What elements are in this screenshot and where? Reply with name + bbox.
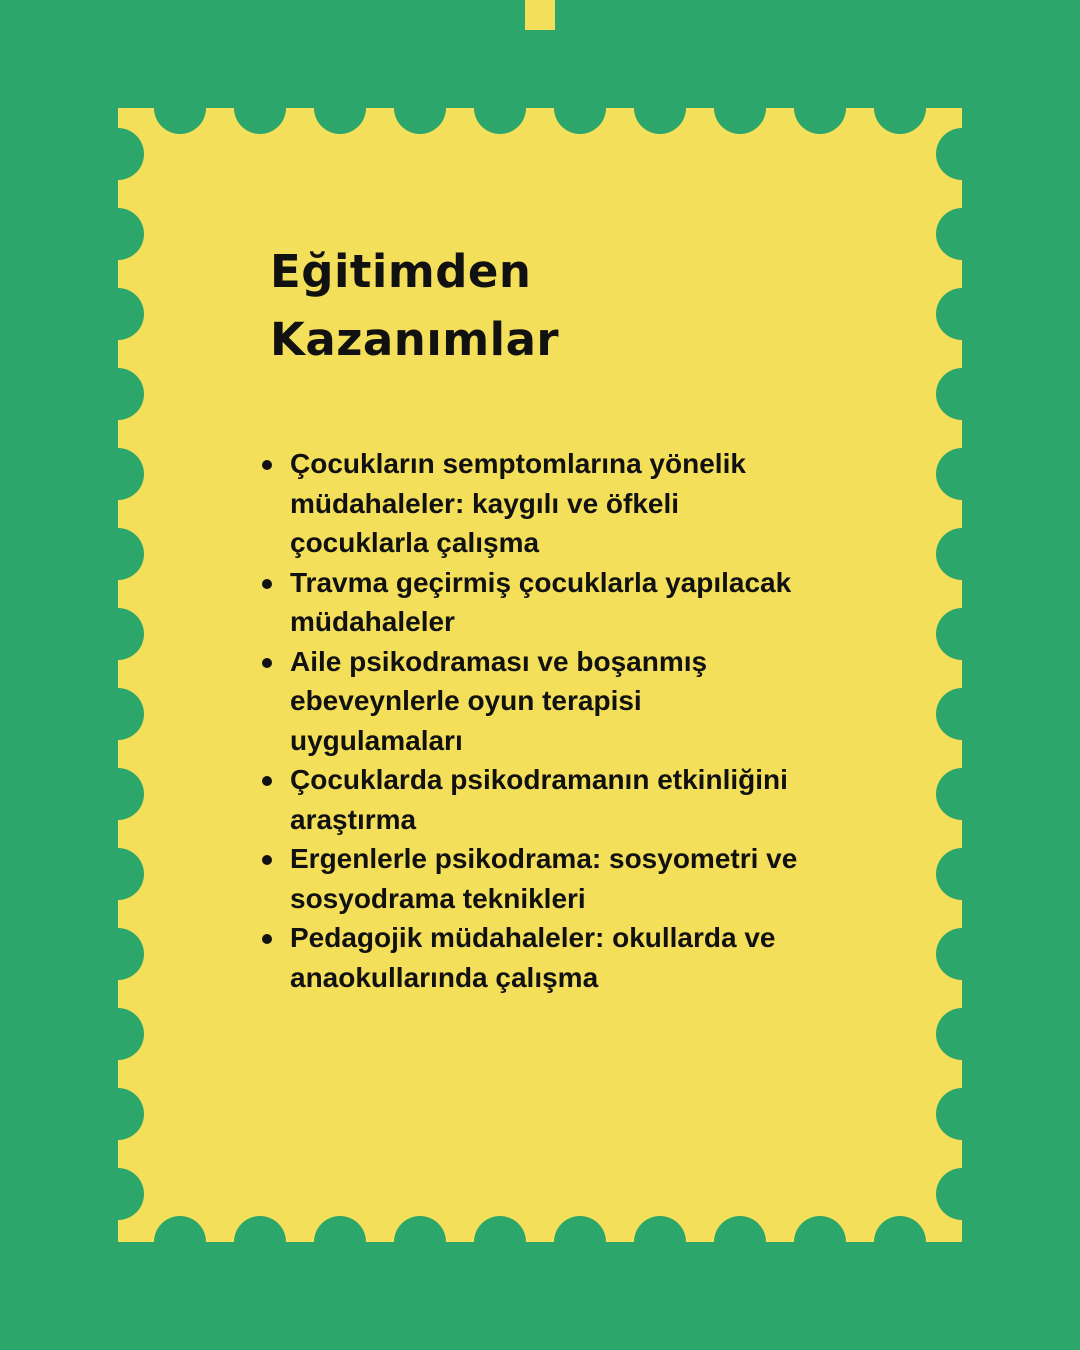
bullet-icon xyxy=(262,934,272,944)
stamp-edge-bottom-scallop xyxy=(154,1216,206,1242)
stamp-edge-right-scallop xyxy=(936,1008,962,1060)
list-item xyxy=(270,760,830,839)
stamp-edge-left-scallop xyxy=(118,848,144,900)
stamp-edge-right-scallop xyxy=(936,768,962,820)
list-item-line: anaokullarında çalışma xyxy=(290,961,599,993)
stamp-edge-bottom-scallop xyxy=(474,1216,526,1242)
stamp-edge-left-scallop xyxy=(118,368,144,420)
stamp-edge-left-scallop xyxy=(118,928,144,980)
stamp-edge-top-scallop xyxy=(474,108,526,134)
bullet-icon xyxy=(262,460,272,470)
stamp-edge-left-scallop xyxy=(118,208,144,260)
stamp-edge-left-scallop xyxy=(118,1008,144,1060)
list-item-line: müdahaleler xyxy=(290,606,455,637)
stamp-edge-right-scallop xyxy=(936,208,962,260)
stamp-edge-top-scallop xyxy=(234,108,286,134)
stamp-edge-left-scallop xyxy=(118,768,144,820)
stamp-edge-left-scallop xyxy=(118,1168,144,1220)
stamp-edge-top-scallop xyxy=(554,108,606,134)
list-item-line: araştırma xyxy=(290,803,417,835)
list-item-line: ebeveynlerle oyun terapisi xyxy=(290,685,642,716)
stamp-edge-top-scallop xyxy=(634,108,686,134)
stamp-edge-left-scallop xyxy=(118,1088,144,1140)
stamp-edge-bottom-scallop xyxy=(394,1216,446,1242)
stamp-edge-right-scallop xyxy=(936,1088,962,1140)
stamp-edge-right-scallop xyxy=(936,528,962,580)
stamp-edge-left-scallop xyxy=(118,528,144,580)
stamp-edge-bottom-scallop xyxy=(554,1216,606,1242)
stamp-edge-bottom-scallop xyxy=(874,1216,926,1242)
stamp-edge-left-scallop xyxy=(118,608,144,660)
bullet-icon xyxy=(262,855,272,865)
title-line-1: Eğitimden xyxy=(270,245,532,298)
stamp-card xyxy=(118,108,962,1242)
stamp-edge-top-scallop xyxy=(314,108,366,134)
stamp-edge-left-scallop xyxy=(118,288,144,340)
title-line-2: Kazanımlar xyxy=(270,313,560,366)
stamp-edge-top-scallop xyxy=(794,108,846,134)
stamp-edge-top-scallop xyxy=(154,108,206,134)
list-item-line: Aile psikodraması ve boşanmış xyxy=(290,645,708,677)
list-item-line: uygulamaları xyxy=(290,724,463,756)
stamp-edge-top-scallop xyxy=(394,108,446,134)
list-item-line: Çocukların semptomlarına yönelik xyxy=(290,448,746,479)
stamp-edge-bottom-scallop xyxy=(234,1216,286,1242)
stamp-edge-left-scallop xyxy=(118,688,144,740)
stamp-edge-top-scallop xyxy=(714,108,766,134)
stamp-edge-top-scallop xyxy=(874,108,926,134)
list-item xyxy=(270,918,830,997)
bullet-icon xyxy=(262,579,272,589)
list-item-line: Pedagojik müdahaleler: okullarda ve xyxy=(290,922,776,953)
list-item-line: çocuklarla çalışma xyxy=(290,527,540,558)
stamp-edge-right-scallop xyxy=(936,1168,962,1220)
list-item-line: müdahaleler: kaygılı ve öfkeli xyxy=(290,487,680,519)
list-item-line: Travma geçirmiş çocuklarla yapılacak xyxy=(290,566,792,598)
benefits-list xyxy=(270,444,830,997)
stamp-edge-right-scallop xyxy=(936,928,962,980)
stamp-edge-right-scallop xyxy=(936,608,962,660)
stamp-edge-right-scallop xyxy=(936,688,962,740)
stamp-edge-left-scallop xyxy=(118,128,144,180)
list-item-line: sosyodrama teknikleri xyxy=(290,882,586,914)
list-item-line: Ergenlerle psikodrama: sosyometri ve xyxy=(290,843,798,874)
stamp-edge-bottom-scallop xyxy=(794,1216,846,1242)
bullet-icon xyxy=(262,776,272,786)
list-item xyxy=(270,444,830,563)
stamp-edge-bottom-scallop xyxy=(634,1216,686,1242)
stamp-edge-right-scallop xyxy=(936,288,962,340)
list-item-line: Çocuklarda psikodramanın etkinliğini xyxy=(290,764,788,795)
bullet-icon xyxy=(262,658,272,668)
list-item xyxy=(270,563,830,642)
stamp-edge-bottom-scallop xyxy=(314,1216,366,1242)
top-tab-decoration xyxy=(525,0,555,30)
stamp-edge-left-scallop xyxy=(118,448,144,500)
page-title xyxy=(270,238,559,374)
list-item xyxy=(270,642,830,761)
stamp-edge-right-scallop xyxy=(936,128,962,180)
list-item xyxy=(270,839,830,918)
stamp-edge-right-scallop xyxy=(936,448,962,500)
stamp-edge-bottom-scallop xyxy=(714,1216,766,1242)
stamp-edge-right-scallop xyxy=(936,848,962,900)
stamp-edge-right-scallop xyxy=(936,368,962,420)
